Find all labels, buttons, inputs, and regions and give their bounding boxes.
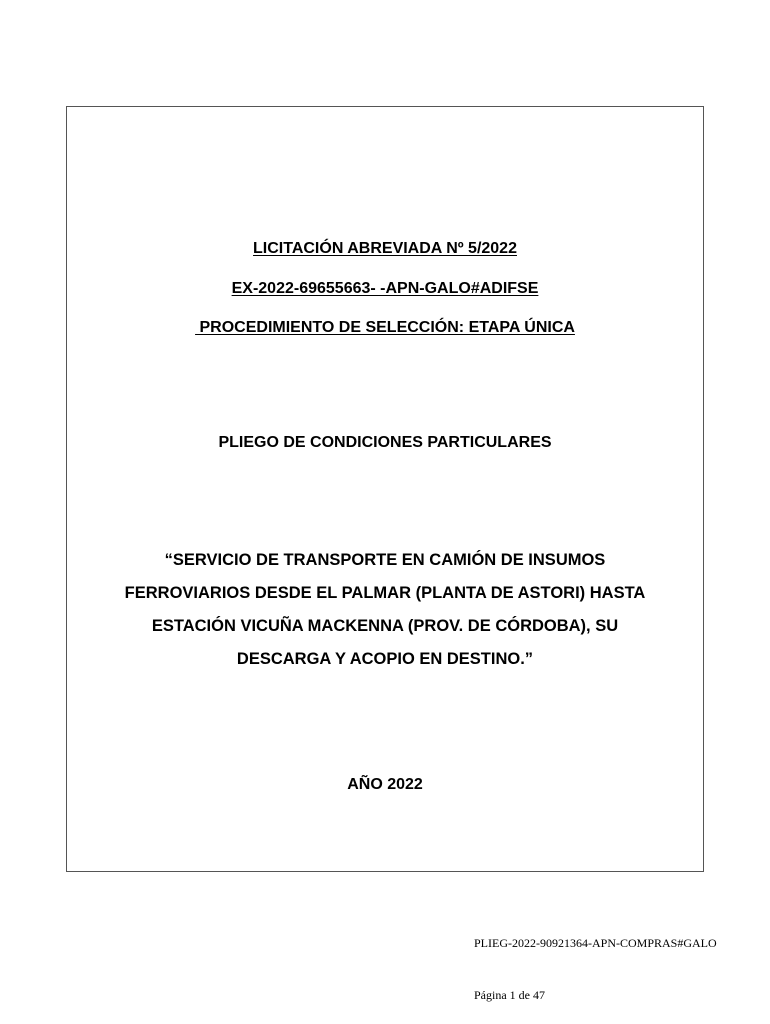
procedimiento-title (67, 318, 703, 338)
servicio-line-1: “SERVICIO DE TRANSPORTE EN CAMIÓN DE INSUMOS (164, 551, 606, 569)
document-code: PLIEG-2022-90921364-APN-COMPRAS#GALO (474, 936, 717, 950)
licitacion-title: LICITACIÓN ABREVIADA Nº 5/2022 (253, 240, 517, 257)
servicio-line-4: DESCARGA Y ACOPIO EN DESTINO.” (236, 650, 534, 668)
servicio-line-2: FERROVIARIOS DESDE EL PALMAR (PLANTA DE ASTORI) HASTA (124, 584, 646, 602)
procedimiento-text: PROCEDIMIENTO DE SELECCIÓN: ETAPA ÚNICA (195, 319, 575, 336)
servicio-line-3: ESTACIÓN VICUÑA MACKENNA (PROV. DE CÓRDOBA), SU (151, 617, 619, 635)
cover-frame (66, 106, 704, 872)
pliego-title: PLIEGO DE CONDICIONES PARTICULARES (218, 434, 552, 451)
anio-label: AÑO 2022 (347, 776, 423, 793)
expediente-number: EX-2022-69655663- -APN-GALO#ADIFSE (231, 280, 539, 297)
page-number: Página 1 de 47 (474, 988, 545, 1002)
servicio-description (67, 544, 703, 676)
